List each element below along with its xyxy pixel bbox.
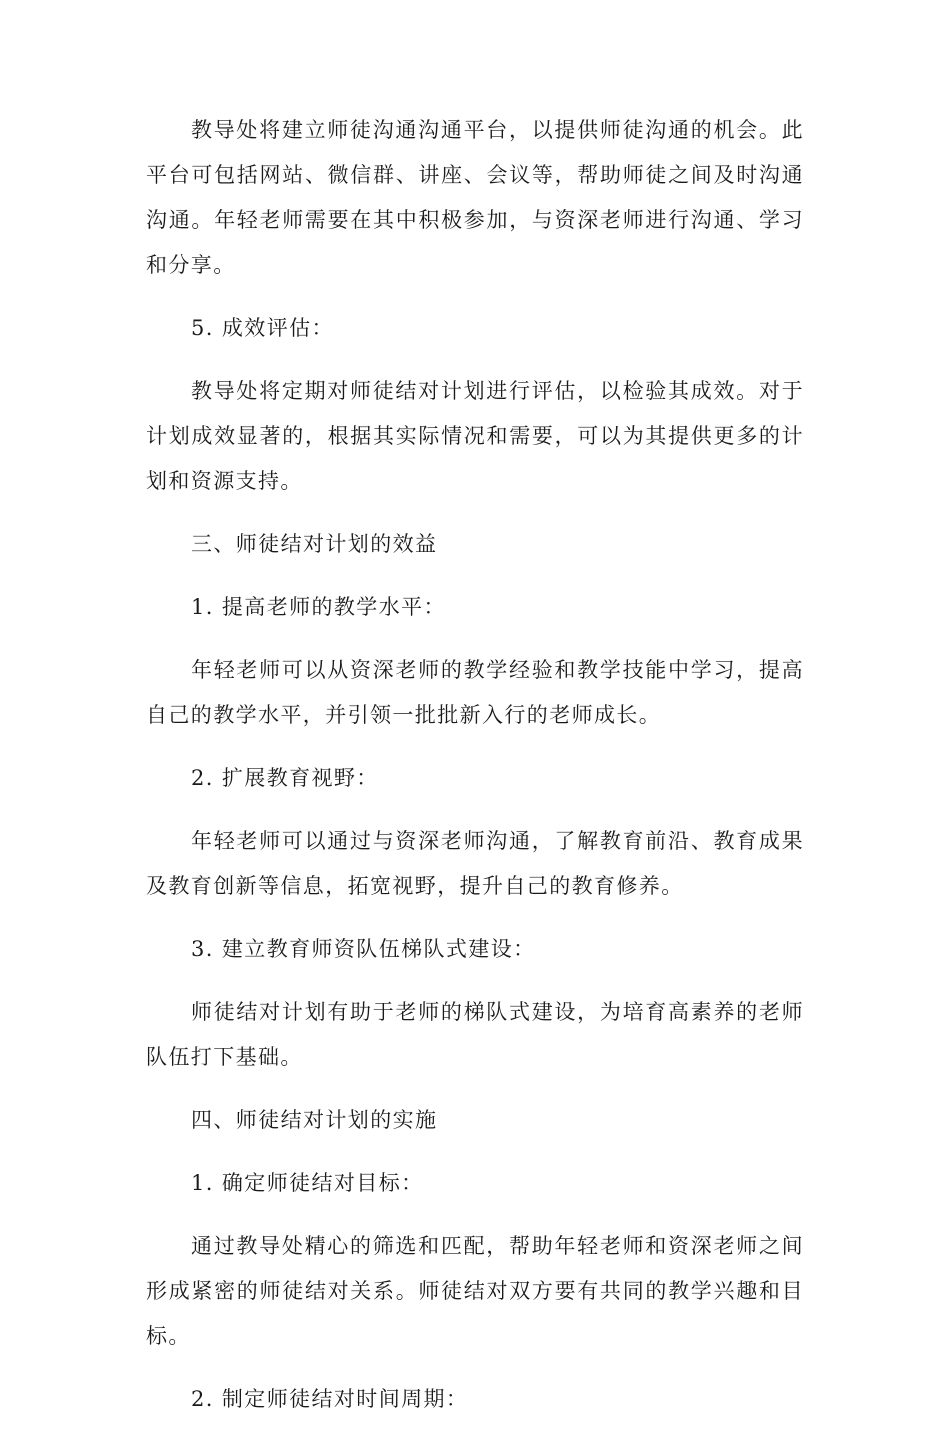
paragraph-goals: 通过教导处精心的筛选和匹配，帮助年轻老师和资深老师之间形成紧密的师徒结对关系。师徒结对双方要有共同的教学兴趣和目标。 <box>146 1234 804 1348</box>
heading-evaluation: 5. 成效评估： <box>191 316 334 340</box>
paragraph-vision: 年轻老师可以通过与资深老师沟通，了解教育前沿、教育成果及教育创新等信息，拓宽视野，提升自己的教育修养。 <box>146 829 804 898</box>
section-heading-benefits: 三、师徒结对计划的效益 <box>191 532 438 556</box>
heading-vision: 2. 扩展教育视野： <box>191 766 379 790</box>
heading-time-period: 2. 制定师徒结对时间周期： <box>191 1387 469 1411</box>
paragraph-teaching-level: 年轻老师可以从资深老师的教学经验和教学技能中学习，提高自己的教学水平，并引领一批批新入行的老师成长。 <box>146 658 804 727</box>
heading-echelon: 3. 建立教育师资队伍梯队式建设： <box>191 937 536 961</box>
heading-teaching-level: 1. 提高老师的教学水平： <box>191 595 446 619</box>
paragraph-echelon: 师徒结对计划有助于老师的梯队式建设，为培育高素养的老师队伍打下基础。 <box>146 1000 804 1069</box>
paragraph-evaluation: 教导处将定期对师徒结对计划进行评估，以检验其成效。对于计划成效显著的，根据其实际情况和需要，可以为其提供更多的计划和资源支持。 <box>146 379 804 493</box>
document-body <box>146 108 804 1440</box>
paragraph-platform: 教导处将建立师徒沟通沟通平台，以提供师徒沟通的机会。此平台可包括网站、微信群、讲座、会议等，帮助师徒之间及时沟通沟通。年轻老师需要在其中积极参加，与资深老师进行沟通、学习和分享。 <box>146 118 804 277</box>
heading-goals: 1. 确定师徒结对目标： <box>191 1171 424 1195</box>
section-heading-implementation: 四、师徒结对计划的实施 <box>191 1108 438 1132</box>
